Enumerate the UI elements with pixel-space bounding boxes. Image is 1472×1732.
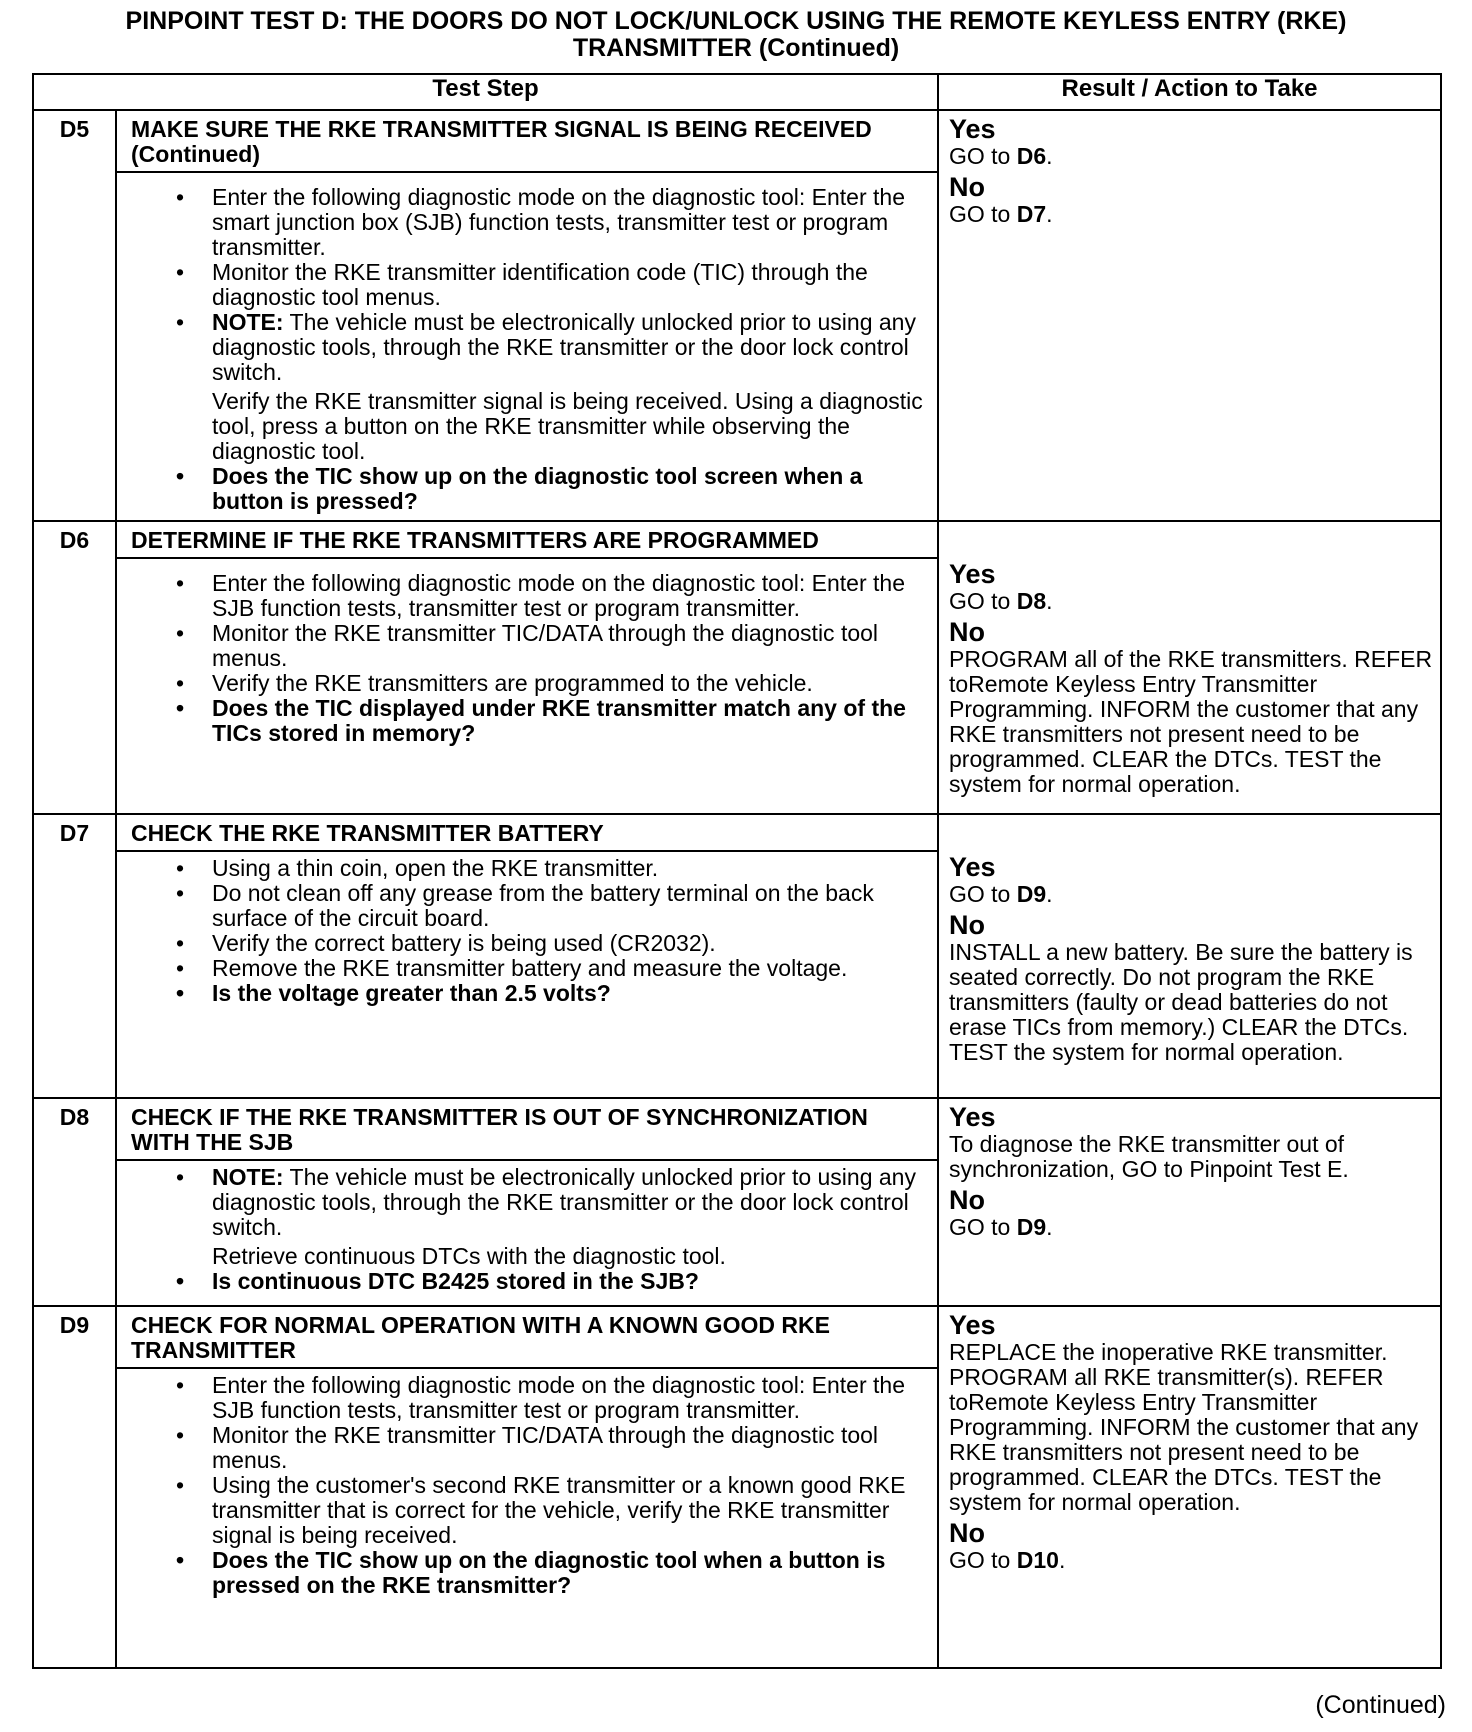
list-item: • Do not clean off any grease from the battery terminal on the back surface of the circuit board. (212, 881, 929, 931)
list-item: • Remove the RKE transmitter battery and measure the voltage. (212, 956, 929, 981)
goto-text: GO to (949, 1547, 1017, 1573)
yes-action-d9: REPLACE the inoperative RKE transmitter. PROGRAM all RKE transmitter(s). REFER toRemote Keyless Entry Transmitter Programming. INFORM the customer that any RKE transmitters not present need to be programmed. CLEAR the DTCs. TEST the system for normal operation. (949, 1339, 1419, 1515)
goto-text: GO to (949, 881, 1017, 907)
step-id-d8: D8 (33, 1098, 116, 1160)
step-title-d5: MAKE SURE THE RKE TRANSMITTER SIGNAL IS BEING RECEIVED (Continued) (116, 110, 938, 172)
no-action-d7: INSTALL a new battery. Be sure the battery is seated correctly. Do not program the RKE transmitters (faulty or dead batteries do not erase TICs from memory.) CLEAR the DTCs. TEST the system for normal operation. (949, 939, 1413, 1065)
step-question-d8: • Is continuous DTC B2425 stored in the SJB? (212, 1269, 929, 1294)
step-paragraph-d8: Retrieve continuous DTCs with the diagnostic tool. (212, 1243, 726, 1269)
note-text: The vehicle must be electronically unlocked prior to using any diagnostic tools, through the RKE transmitter or the door lock control switch. (212, 309, 916, 385)
no-action-d6: PROGRAM all of the RKE transmitters. REFER toRemote Keyless Entry Transmitter Programming. INFORM the customer that any RKE transmitters not present need to be programmed. CLEAR the DTCs. TEST the system for normal operation. (949, 646, 1433, 797)
no-action-d8 (949, 1215, 1434, 1240)
step-d7-title-row (33, 814, 1441, 851)
list-item (212, 310, 929, 385)
step-id-d5: D5 (33, 110, 116, 172)
step-id-spacer (33, 558, 116, 814)
list-item: • Enter the following diagnostic mode on the diagnostic tool: Enter the smart junction box (SJB) function tests, transmitter test or program transmitter. (212, 185, 929, 260)
yes-action-d7 (949, 882, 1434, 907)
note-text: The vehicle must be electronically unlocked prior to using any diagnostic tools, through the RKE transmitter or the door lock control switch. (212, 1164, 916, 1240)
step-title-d6: DETERMINE IF THE RKE TRANSMITTERS ARE PROGRAMMED (116, 521, 938, 558)
yes-label-d9: Yes (949, 1310, 996, 1340)
test-step-header: Test Step (33, 74, 938, 110)
goto-ref-d9[interactable]: D9 (1016, 1214, 1047, 1240)
continued-footer: (Continued) (1315, 1691, 1446, 1719)
step-id-d9: D9 (33, 1306, 116, 1368)
table-header-row (33, 74, 1441, 110)
step-body-d7 (116, 851, 938, 1098)
list-item: • Verify the RKE transmitters are programmed to the vehicle. (212, 671, 929, 696)
list-item: • Verify the correct battery is being used (CR2032). (212, 931, 929, 956)
step-list-d8 (117, 1165, 929, 1240)
no-label-d5: No (949, 172, 985, 202)
step-question-d6: • Does the TIC displayed under RKE transmitter match any of the TICs stored in memory? (212, 696, 929, 746)
step-title-d8: CHECK IF THE RKE TRANSMITTER IS OUT OF SYNCHRONIZATION WITH THE SJB (116, 1098, 938, 1160)
step-title-d9: CHECK FOR NORMAL OPERATION WITH A KNOWN GOOD RKE TRANSMITTER (116, 1306, 938, 1368)
list-item (212, 1165, 929, 1240)
period: . (1046, 1214, 1053, 1240)
no-action-d9 (949, 1548, 1434, 1573)
step-list-d7 (117, 856, 929, 1006)
step-list-d9 (117, 1373, 929, 1598)
no-label-d8: No (949, 1185, 985, 1215)
step-question-d5: • Does the TIC show up on the diagnostic tool screen when a button is pressed? (212, 464, 929, 514)
step-id-spacer (33, 172, 116, 521)
result-d9 (938, 1306, 1441, 1668)
step-question-list-d5 (117, 464, 929, 514)
period: . (1046, 881, 1053, 907)
yes-label-d8: Yes (949, 1102, 996, 1132)
note-label: NOTE: (212, 1164, 284, 1190)
yes-label-d5: Yes (949, 114, 996, 144)
step-question-d9: • Does the TIC show up on the diagnostic tool when a button is pressed on the RKE transmitter? (212, 1548, 929, 1598)
step-list-d6 (117, 571, 929, 746)
period: . (1058, 1547, 1066, 1573)
step-question-list-d8 (117, 1269, 929, 1294)
step-question-d7: • Is the voltage greater than 2.5 volts? (212, 981, 929, 1006)
goto-ref-d6[interactable]: D6 (1016, 143, 1047, 169)
goto-ref-d7[interactable]: D7 (1016, 201, 1047, 227)
step-paragraph-d5: Verify the RKE transmitter signal is being received. Using a diagnostic tool, press a button on the RKE transmitter while observing the diagnostic tool. (212, 388, 923, 464)
no-action-d5 (949, 202, 1434, 227)
result-d7 (938, 814, 1441, 1098)
list-item: • Monitor the RKE transmitter TIC/DATA through the diagnostic tool menus. (212, 1423, 929, 1473)
list-item: • Enter the following diagnostic mode on the diagnostic tool: Enter the SJB function tests, transmitter test or program transmitter. (212, 1373, 929, 1423)
step-id-d7: D7 (33, 814, 116, 851)
result-header: Result / Action to Take (938, 74, 1441, 110)
goto-ref-d9[interactable]: D9 (1016, 881, 1047, 907)
note-label: NOTE: (212, 309, 284, 335)
goto-ref-d8[interactable]: D8 (1016, 588, 1047, 614)
list-item: • Using a thin coin, open the RKE transmitter. (212, 856, 929, 881)
result-d5 (938, 110, 1441, 521)
step-id-d6: D6 (33, 521, 116, 558)
step-id-spacer (33, 851, 116, 1098)
page-title-line-2: TRANSMITTER (Continued) (572, 34, 900, 62)
goto-text: GO to (949, 1214, 1017, 1240)
step-list-d5 (117, 185, 929, 385)
step-d5-title-row (33, 110, 1441, 172)
list-item: • Using the customer's second RKE transmitter or a known good RKE transmitter that is correct for the vehicle, verify the RKE transmitter signal is being received. (212, 1473, 929, 1548)
step-d9-title-row (33, 1306, 1441, 1368)
step-body-d9 (116, 1368, 938, 1668)
period: . (1046, 143, 1053, 169)
page-title (0, 8, 1472, 62)
step-body-d6 (116, 558, 938, 814)
no-label-d9: No (949, 1518, 985, 1548)
goto-text: GO to (949, 143, 1017, 169)
result-d8 (938, 1098, 1441, 1306)
yes-action-d5 (949, 144, 1434, 169)
yes-action-d8: To diagnose the RKE transmitter out of synchronization, GO to Pinpoint Test E. (949, 1131, 1349, 1182)
goto-text: GO to (949, 201, 1017, 227)
period: . (1046, 201, 1053, 227)
step-d6-title-row (33, 521, 1441, 558)
yes-action-d6 (949, 589, 1434, 614)
step-id-spacer (33, 1160, 116, 1306)
list-item: • Monitor the RKE transmitter TIC/DATA through the diagnostic tool menus. (212, 621, 929, 671)
yes-label-d6: Yes (949, 559, 996, 589)
step-d8-title-row (33, 1098, 1441, 1160)
step-body-d8 (116, 1160, 938, 1306)
goto-text: GO to (949, 588, 1017, 614)
result-d6 (938, 521, 1441, 814)
no-label-d6: No (949, 617, 985, 647)
step-id-spacer (33, 1368, 116, 1668)
step-title-d7: CHECK THE RKE TRANSMITTER BATTERY (116, 814, 938, 851)
no-label-d7: No (949, 910, 985, 940)
yes-label-d7: Yes (949, 852, 996, 882)
step-body-d5 (116, 172, 938, 521)
pinpoint-test-table (32, 73, 1442, 1669)
period: . (1046, 588, 1053, 614)
list-item: • Enter the following diagnostic mode on the diagnostic tool: Enter the SJB function tests, transmitter test or program transmitter. (212, 571, 929, 621)
goto-ref-d10[interactable]: D10 (1016, 1547, 1059, 1573)
list-item: • Monitor the RKE transmitter identification code (TIC) through the diagnostic tool menus. (212, 260, 929, 310)
page-title-line-1: PINPOINT TEST D: THE DOORS DO NOT LOCK/UNLOCK USING THE REMOTE KEYLESS ENTRY (RKE) (125, 7, 1347, 35)
